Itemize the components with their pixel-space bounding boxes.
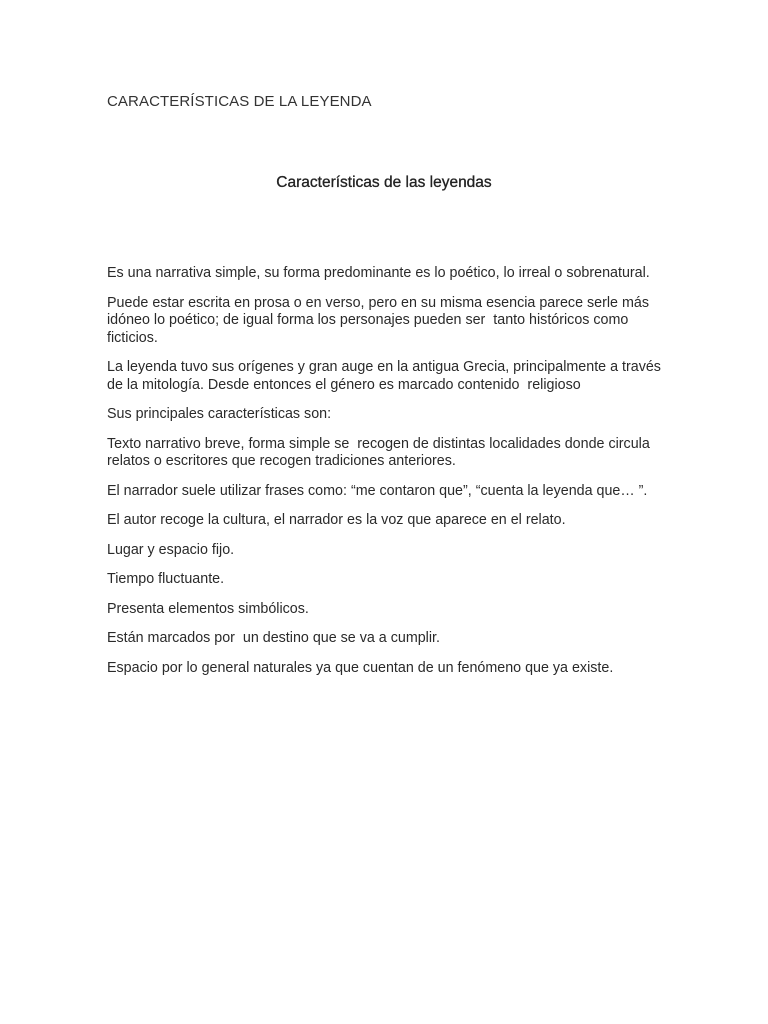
body-paragraph: El autor recoge la cultura, el narrador es la voz que aparece en el relato. bbox=[107, 512, 566, 528]
document-title: Características de las leyendas bbox=[276, 174, 492, 191]
body-paragraph: Sus principales características son: bbox=[107, 406, 332, 422]
body-paragraph: Presenta elementos simbólicos. bbox=[107, 600, 309, 617]
body-paragraph: Están marcados por un destino que se va a cumplir. bbox=[107, 630, 440, 646]
body-paragraph: El narrador suele utilizar frases como: “me contaron que”, “cuenta la leyenda que… ”. bbox=[107, 482, 648, 499]
body-paragraph: La leyenda tuvo sus orígenes y gran auge en la antigua Grecia, principalmente a través de la mitología. Desde entonces el género es marcado contenido religioso bbox=[107, 359, 665, 393]
document-heading: CARACTERÍSTICAS DE LA LEYENDA bbox=[107, 93, 372, 110]
document-body bbox=[107, 265, 667, 689]
body-paragraph: Espacio por lo general naturales ya que cuentan de un fenómeno que ya existe. bbox=[107, 659, 614, 676]
body-paragraph: Tiempo fluctuante. bbox=[107, 571, 225, 587]
body-paragraph: Lugar y espacio fijo. bbox=[107, 541, 235, 558]
body-paragraph: Texto narrativo breve, forma simple se recogen de distintas localidades donde circula relatos o escritores que recogen tradiciones anteriores. bbox=[107, 435, 654, 469]
body-paragraph: Puede estar escrita en prosa o en verso, pero en su misma esencia parece serle más idóneo lo poético; de igual forma los personajes pueden ser tanto históricos como ficticios. bbox=[107, 294, 653, 346]
body-paragraph: Es una narrativa simple, su forma predominante es lo poético, lo irreal o sobrenatural. bbox=[107, 265, 650, 281]
